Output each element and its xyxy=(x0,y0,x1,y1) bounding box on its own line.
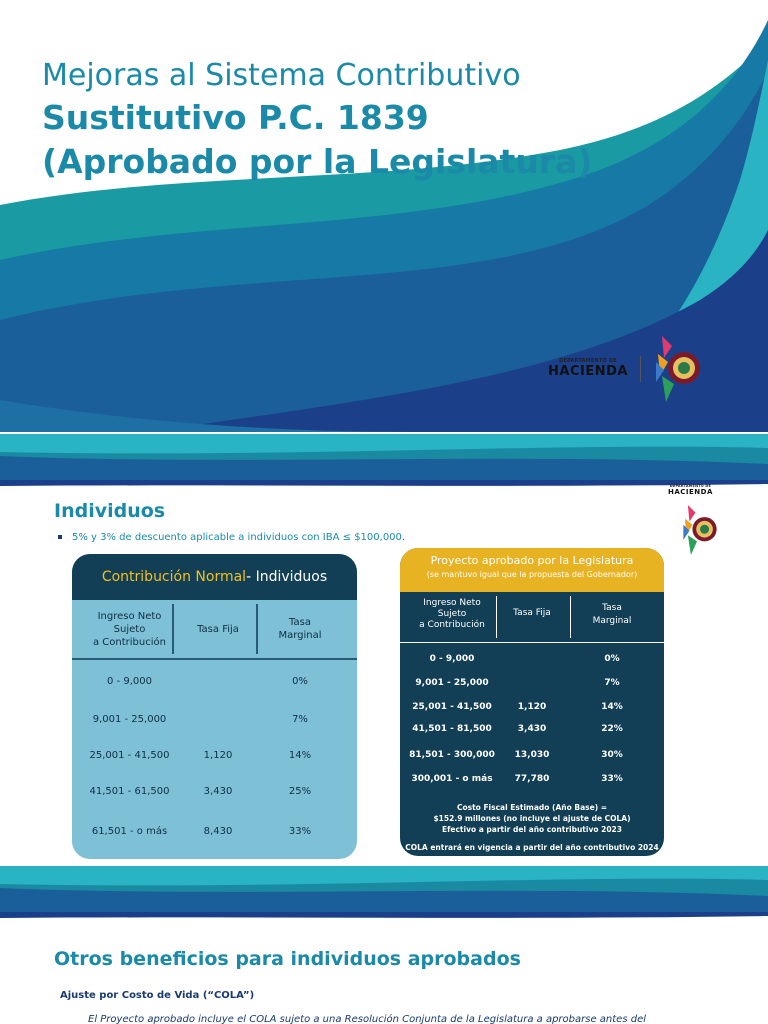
cell-marginal: 33% xyxy=(601,774,623,784)
logo-title: HACIENDA xyxy=(548,364,628,379)
bullet-marker xyxy=(58,535,62,539)
cell-range: 9,001 - 25,000 xyxy=(415,678,489,688)
bullet-text: 5% y 3% de descuento aplicable a individuos con IBA ≤ $100,000. xyxy=(72,532,406,543)
cell-range: 0 - 9,000 xyxy=(429,654,475,664)
subheading-cola: Ajuste por Costo de Vida (“COLA”) xyxy=(60,990,255,1001)
table-header-row xyxy=(72,600,357,660)
cell-marginal: 0% xyxy=(604,654,620,664)
table-title-part-a: Contribución Normal xyxy=(101,569,247,585)
table-title-main: Proyecto aprobado por la Legislatura xyxy=(430,554,634,567)
puerto-rico-seal-icon xyxy=(680,502,720,558)
cell-marginal: 30% xyxy=(601,750,623,760)
cell-marginal: 25% xyxy=(288,786,312,797)
slide-otros-beneficios xyxy=(0,866,768,1024)
logo-title: HACIENDA xyxy=(668,488,713,496)
cell-fija: 8,430 xyxy=(203,826,233,837)
cell-fija: 1,120 xyxy=(203,750,233,761)
note-costo-monto: $152.9 millones (no incluye el ajuste de COLA) xyxy=(433,814,631,823)
col-header-tasa-fija: Tasa Fija xyxy=(197,624,239,635)
table-title-sub: (se mantuvo igual que la propuesta del Gobernador) xyxy=(426,570,638,579)
slide-title xyxy=(0,0,768,432)
table-title xyxy=(400,548,664,592)
table-contribucion-normal xyxy=(72,554,357,859)
cell-fija: 1,120 xyxy=(517,702,547,712)
cell-marginal: 14% xyxy=(601,702,623,712)
cell-range: 61,501 - o más xyxy=(91,826,168,837)
slide-top-band xyxy=(0,434,768,494)
col-header-ingreso: Ingreso Neto Sujeto a Contribución xyxy=(93,611,166,648)
cell-fija: 3,430 xyxy=(517,724,547,734)
column-divider xyxy=(172,604,174,654)
cell-range: 25,001 - 41,500 xyxy=(412,702,492,712)
col-header-tasa-marginal: Tasa Marginal xyxy=(592,603,632,626)
cell-marginal: 7% xyxy=(604,678,620,688)
column-divider xyxy=(570,596,571,638)
hacienda-logo-small xyxy=(668,484,713,496)
title-line-3: (Aprobado por la Legislatura) xyxy=(42,142,593,181)
note-costo-fiscal: Costo Fiscal Estimado (Año Base) = xyxy=(456,803,608,812)
col-header-tasa-fija: Tasa Fija xyxy=(513,608,551,618)
cell-marginal: 33% xyxy=(288,826,312,837)
cell-range: 0 - 9,000 xyxy=(107,676,152,687)
cell-range: 25,001 - 41,500 xyxy=(89,750,170,761)
cell-range: 9,001 - 25,000 xyxy=(92,714,167,725)
cell-range: 41,501 - 61,500 xyxy=(89,786,170,797)
logo-divider xyxy=(640,356,641,382)
column-divider xyxy=(496,596,497,638)
cell-marginal: 7% xyxy=(292,714,308,725)
table-header-row xyxy=(400,592,664,643)
col-header-ingreso: Ingreso Neto Sujeto a Contribución xyxy=(419,598,485,630)
table-title-part-b: - Individuos xyxy=(246,569,328,585)
hacienda-logo xyxy=(548,358,628,379)
slide-individuos xyxy=(0,434,768,864)
section-heading: Otros beneficios para individuos aprobados xyxy=(54,948,521,970)
title-line-2: Sustitutivo P.C. 1839 xyxy=(42,98,429,137)
cell-range: 300,001 - o más xyxy=(411,774,493,784)
note-efectivo: Efectivo a partir del año contributivo 2023 xyxy=(442,825,622,834)
cell-marginal: 0% xyxy=(292,676,308,687)
table-proyecto-aprobado xyxy=(400,548,664,856)
cell-fija: 77,780 xyxy=(514,774,550,784)
section-heading: Individuos xyxy=(54,500,166,522)
cell-range: 41,501 - 81,500 xyxy=(412,724,492,734)
table-title xyxy=(72,554,357,600)
cell-fija: 3,430 xyxy=(203,786,233,797)
col-header-tasa-marginal: Tasa Marginal xyxy=(278,617,322,641)
cell-marginal: 22% xyxy=(601,724,623,734)
cell-marginal: 14% xyxy=(288,750,312,761)
slide-top-band xyxy=(0,866,768,926)
cola-description: El Proyecto aprobado incluye el COLA sujeto a una Resolución Conjunta de la Legislatura a aprobarse antes del xyxy=(88,1014,646,1024)
cell-range: 81,501 - 300,000 xyxy=(409,750,495,760)
column-divider xyxy=(256,604,258,654)
title-line-1: Mejoras al Sistema Contributivo xyxy=(42,58,521,93)
puerto-rico-seal-icon xyxy=(652,332,704,406)
bullet-item xyxy=(58,532,405,543)
note-cola: COLA entrará en vigencia a partir del año contributivo 2024 xyxy=(405,843,659,852)
logo-subtitle: DEPARTAMENTO DE xyxy=(669,484,712,488)
logo-subtitle: DEPARTAMENTO DE xyxy=(559,358,617,364)
cell-fija: 13,030 xyxy=(514,750,550,760)
